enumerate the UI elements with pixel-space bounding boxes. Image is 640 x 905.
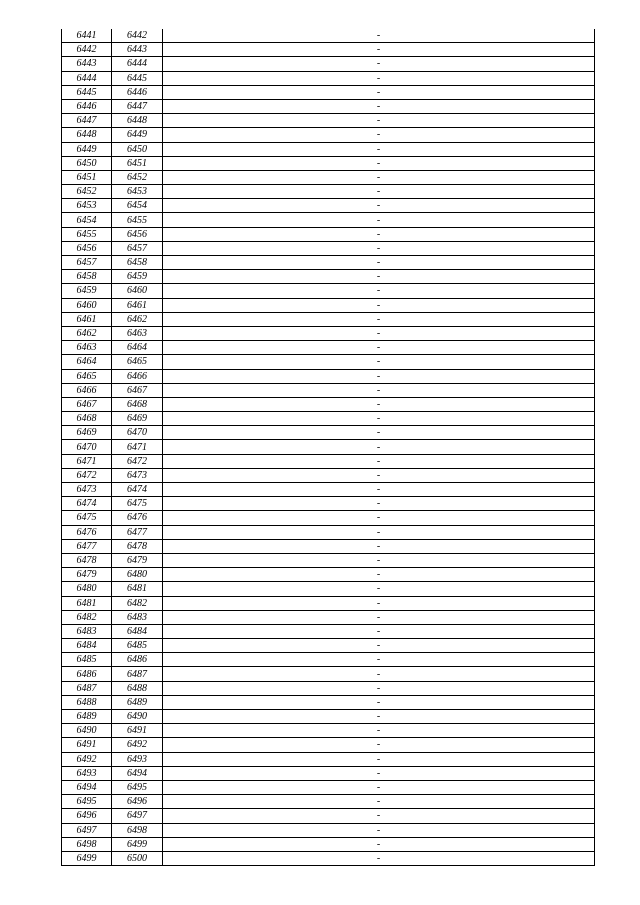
value-cell: - — [163, 326, 595, 340]
range-start-cell: 6450 — [62, 156, 112, 170]
table-row — [62, 795, 595, 809]
table-row — [62, 227, 595, 241]
table-row — [62, 199, 595, 213]
value-cell: - — [163, 298, 595, 312]
value-cell: - — [163, 71, 595, 85]
value-cell: - — [163, 823, 595, 837]
table-row — [62, 823, 595, 837]
range-start-cell: 6472 — [62, 468, 112, 482]
range-start-cell: 6495 — [62, 795, 112, 809]
range-end-cell: 6495 — [112, 780, 163, 794]
range-end-cell: 6445 — [112, 71, 163, 85]
table-row — [62, 312, 595, 326]
table-row — [62, 57, 595, 71]
range-start-cell: 6494 — [62, 780, 112, 794]
range-end-cell: 6461 — [112, 298, 163, 312]
value-cell: - — [163, 114, 595, 128]
range-end-cell: 6455 — [112, 213, 163, 227]
range-start-cell: 6498 — [62, 837, 112, 851]
range-start-cell: 6445 — [62, 85, 112, 99]
table-row — [62, 724, 595, 738]
range-start-cell: 6451 — [62, 170, 112, 184]
range-start-cell: 6447 — [62, 114, 112, 128]
value-cell: - — [163, 497, 595, 511]
table-row — [62, 809, 595, 823]
table-row — [62, 766, 595, 780]
range-start-cell: 6497 — [62, 823, 112, 837]
value-cell: - — [163, 156, 595, 170]
range-start-cell: 6449 — [62, 142, 112, 156]
range-end-cell: 6465 — [112, 355, 163, 369]
range-start-cell: 6465 — [62, 369, 112, 383]
value-cell: - — [163, 397, 595, 411]
range-start-cell: 6460 — [62, 298, 112, 312]
range-end-cell: 6483 — [112, 610, 163, 624]
range-end-cell: 6447 — [112, 99, 163, 113]
value-cell: - — [163, 227, 595, 241]
range-end-cell: 6471 — [112, 440, 163, 454]
range-end-cell: 6492 — [112, 738, 163, 752]
table-row — [62, 426, 595, 440]
range-start-cell: 6485 — [62, 653, 112, 667]
value-cell: - — [163, 170, 595, 184]
range-start-cell: 6474 — [62, 497, 112, 511]
range-start-cell: 6466 — [62, 383, 112, 397]
range-end-cell: 6498 — [112, 823, 163, 837]
range-end-cell: 6462 — [112, 312, 163, 326]
value-cell: - — [163, 724, 595, 738]
value-cell: - — [163, 185, 595, 199]
range-start-cell: 6468 — [62, 412, 112, 426]
range-end-cell: 6490 — [112, 710, 163, 724]
table-row — [62, 710, 595, 724]
range-end-cell: 6442 — [112, 29, 163, 43]
value-cell: - — [163, 639, 595, 653]
range-start-cell: 6483 — [62, 624, 112, 638]
range-start-cell: 6482 — [62, 610, 112, 624]
table-row — [62, 71, 595, 85]
value-cell: - — [163, 710, 595, 724]
range-end-cell: 6499 — [112, 837, 163, 851]
value-cell: - — [163, 142, 595, 156]
value-cell: - — [163, 511, 595, 525]
range-end-cell: 6485 — [112, 639, 163, 653]
table-row — [62, 596, 595, 610]
range-start-cell: 6493 — [62, 766, 112, 780]
table-row — [62, 553, 595, 567]
value-cell: - — [163, 766, 595, 780]
range-start-cell: 6476 — [62, 525, 112, 539]
range-start-cell: 6463 — [62, 341, 112, 355]
table-row — [62, 185, 595, 199]
range-start-cell: 6442 — [62, 43, 112, 57]
range-start-cell: 6459 — [62, 284, 112, 298]
value-cell: - — [163, 681, 595, 695]
table-row — [62, 128, 595, 142]
range-start-cell: 6487 — [62, 681, 112, 695]
value-cell: - — [163, 213, 595, 227]
value-cell: - — [163, 412, 595, 426]
value-cell: - — [163, 539, 595, 553]
value-cell: - — [163, 383, 595, 397]
table-row — [62, 142, 595, 156]
range-end-cell: 6449 — [112, 128, 163, 142]
range-start-cell: 6452 — [62, 185, 112, 199]
range-end-cell: 6466 — [112, 369, 163, 383]
table-row — [62, 667, 595, 681]
range-start-cell: 6456 — [62, 241, 112, 255]
table-row — [62, 256, 595, 270]
value-cell: - — [163, 553, 595, 567]
range-start-cell: 6458 — [62, 270, 112, 284]
table-row — [62, 738, 595, 752]
data-table — [61, 29, 595, 866]
value-cell: - — [163, 695, 595, 709]
range-end-cell: 6464 — [112, 341, 163, 355]
range-start-cell: 6441 — [62, 29, 112, 43]
range-end-cell: 6474 — [112, 483, 163, 497]
range-end-cell: 6486 — [112, 653, 163, 667]
range-start-cell: 6462 — [62, 326, 112, 340]
range-start-cell: 6479 — [62, 568, 112, 582]
range-end-cell: 6457 — [112, 241, 163, 255]
range-start-cell: 6448 — [62, 128, 112, 142]
range-end-cell: 6458 — [112, 256, 163, 270]
value-cell: - — [163, 128, 595, 142]
value-cell: - — [163, 341, 595, 355]
table-row — [62, 284, 595, 298]
range-end-cell: 6480 — [112, 568, 163, 582]
table-row — [62, 341, 595, 355]
range-start-cell: 6486 — [62, 667, 112, 681]
range-start-cell: 6490 — [62, 724, 112, 738]
range-end-cell: 6491 — [112, 724, 163, 738]
range-end-cell: 6453 — [112, 185, 163, 199]
value-cell: - — [163, 99, 595, 113]
range-end-cell: 6454 — [112, 199, 163, 213]
value-cell: - — [163, 851, 595, 865]
value-cell: - — [163, 270, 595, 284]
table-row — [62, 326, 595, 340]
value-cell: - — [163, 568, 595, 582]
range-end-cell: 6488 — [112, 681, 163, 695]
range-start-cell: 6488 — [62, 695, 112, 709]
range-end-cell: 6494 — [112, 766, 163, 780]
range-end-cell: 6477 — [112, 525, 163, 539]
table-row — [62, 298, 595, 312]
table-row — [62, 355, 595, 369]
range-end-cell: 6478 — [112, 539, 163, 553]
range-end-cell: 6468 — [112, 397, 163, 411]
value-cell: - — [163, 809, 595, 823]
table-row — [62, 511, 595, 525]
table-row — [62, 43, 595, 57]
range-end-cell: 6487 — [112, 667, 163, 681]
value-cell: - — [163, 440, 595, 454]
range-start-cell: 6454 — [62, 213, 112, 227]
value-cell: - — [163, 582, 595, 596]
range-start-cell: 6499 — [62, 851, 112, 865]
range-end-cell: 6489 — [112, 695, 163, 709]
range-start-cell: 6443 — [62, 57, 112, 71]
range-end-cell: 6493 — [112, 752, 163, 766]
value-cell: - — [163, 85, 595, 99]
range-start-cell: 6480 — [62, 582, 112, 596]
range-end-cell: 6446 — [112, 85, 163, 99]
value-cell: - — [163, 596, 595, 610]
range-end-cell: 6481 — [112, 582, 163, 596]
range-start-cell: 6457 — [62, 256, 112, 270]
table-row — [62, 752, 595, 766]
table-row — [62, 85, 595, 99]
value-cell: - — [163, 355, 595, 369]
value-cell: - — [163, 426, 595, 440]
range-end-cell: 6482 — [112, 596, 163, 610]
range-start-cell: 6467 — [62, 397, 112, 411]
table-row — [62, 639, 595, 653]
range-end-cell: 6472 — [112, 454, 163, 468]
range-start-cell: 6461 — [62, 312, 112, 326]
value-cell: - — [163, 624, 595, 638]
table-row — [62, 780, 595, 794]
table-row — [62, 270, 595, 284]
range-start-cell: 6491 — [62, 738, 112, 752]
range-end-cell: 6476 — [112, 511, 163, 525]
table-row — [62, 610, 595, 624]
range-start-cell: 6478 — [62, 553, 112, 567]
range-end-cell: 6460 — [112, 284, 163, 298]
value-cell: - — [163, 57, 595, 71]
table-row — [62, 483, 595, 497]
range-end-cell: 6497 — [112, 809, 163, 823]
table-row — [62, 440, 595, 454]
range-end-cell: 6484 — [112, 624, 163, 638]
table-row — [62, 695, 595, 709]
range-end-cell: 6473 — [112, 468, 163, 482]
value-cell: - — [163, 256, 595, 270]
table-row — [62, 454, 595, 468]
range-start-cell: 6453 — [62, 199, 112, 213]
range-start-cell: 6473 — [62, 483, 112, 497]
value-cell: - — [163, 199, 595, 213]
range-end-cell: 6456 — [112, 227, 163, 241]
range-start-cell: 6470 — [62, 440, 112, 454]
value-cell: - — [163, 837, 595, 851]
value-cell: - — [163, 454, 595, 468]
table-row — [62, 653, 595, 667]
table-row — [62, 369, 595, 383]
value-cell: - — [163, 483, 595, 497]
table-row — [62, 539, 595, 553]
table-row — [62, 497, 595, 511]
table-row — [62, 837, 595, 851]
value-cell: - — [163, 525, 595, 539]
range-start-cell: 6471 — [62, 454, 112, 468]
range-end-cell: 6463 — [112, 326, 163, 340]
table-row — [62, 681, 595, 695]
range-end-cell: 6496 — [112, 795, 163, 809]
table-row — [62, 156, 595, 170]
value-cell: - — [163, 653, 595, 667]
table-row — [62, 568, 595, 582]
range-start-cell: 6464 — [62, 355, 112, 369]
value-cell: - — [163, 752, 595, 766]
table-row — [62, 624, 595, 638]
range-end-cell: 6479 — [112, 553, 163, 567]
value-cell: - — [163, 312, 595, 326]
range-start-cell: 6444 — [62, 71, 112, 85]
value-cell: - — [163, 780, 595, 794]
range-end-cell: 6470 — [112, 426, 163, 440]
range-end-cell: 6475 — [112, 497, 163, 511]
range-end-cell: 6459 — [112, 270, 163, 284]
value-cell: - — [163, 468, 595, 482]
value-cell: - — [163, 610, 595, 624]
table-row — [62, 412, 595, 426]
value-cell: - — [163, 284, 595, 298]
table-row — [62, 213, 595, 227]
table-row — [62, 397, 595, 411]
range-start-cell: 6475 — [62, 511, 112, 525]
value-cell: - — [163, 667, 595, 681]
table-row — [62, 241, 595, 255]
range-start-cell: 6484 — [62, 639, 112, 653]
range-start-cell: 6477 — [62, 539, 112, 553]
table-row — [62, 851, 595, 865]
table-row — [62, 582, 595, 596]
table-row — [62, 468, 595, 482]
value-cell: - — [163, 369, 595, 383]
value-cell: - — [163, 43, 595, 57]
table-row — [62, 170, 595, 184]
table-row — [62, 114, 595, 128]
range-start-cell: 6492 — [62, 752, 112, 766]
document-page — [61, 29, 594, 866]
range-end-cell: 6450 — [112, 142, 163, 156]
range-start-cell: 6469 — [62, 426, 112, 440]
range-end-cell: 6448 — [112, 114, 163, 128]
range-end-cell: 6444 — [112, 57, 163, 71]
value-cell: - — [163, 241, 595, 255]
value-cell: - — [163, 29, 595, 43]
value-cell: - — [163, 795, 595, 809]
table-body — [62, 29, 595, 866]
table-row — [62, 383, 595, 397]
range-end-cell: 6452 — [112, 170, 163, 184]
range-end-cell: 6467 — [112, 383, 163, 397]
range-start-cell: 6446 — [62, 99, 112, 113]
range-end-cell: 6443 — [112, 43, 163, 57]
range-end-cell: 6500 — [112, 851, 163, 865]
table-row — [62, 525, 595, 539]
value-cell: - — [163, 738, 595, 752]
range-end-cell: 6469 — [112, 412, 163, 426]
range-start-cell: 6489 — [62, 710, 112, 724]
range-start-cell: 6481 — [62, 596, 112, 610]
range-start-cell: 6496 — [62, 809, 112, 823]
table-row — [62, 99, 595, 113]
table-row — [62, 29, 595, 43]
range-start-cell: 6455 — [62, 227, 112, 241]
range-end-cell: 6451 — [112, 156, 163, 170]
